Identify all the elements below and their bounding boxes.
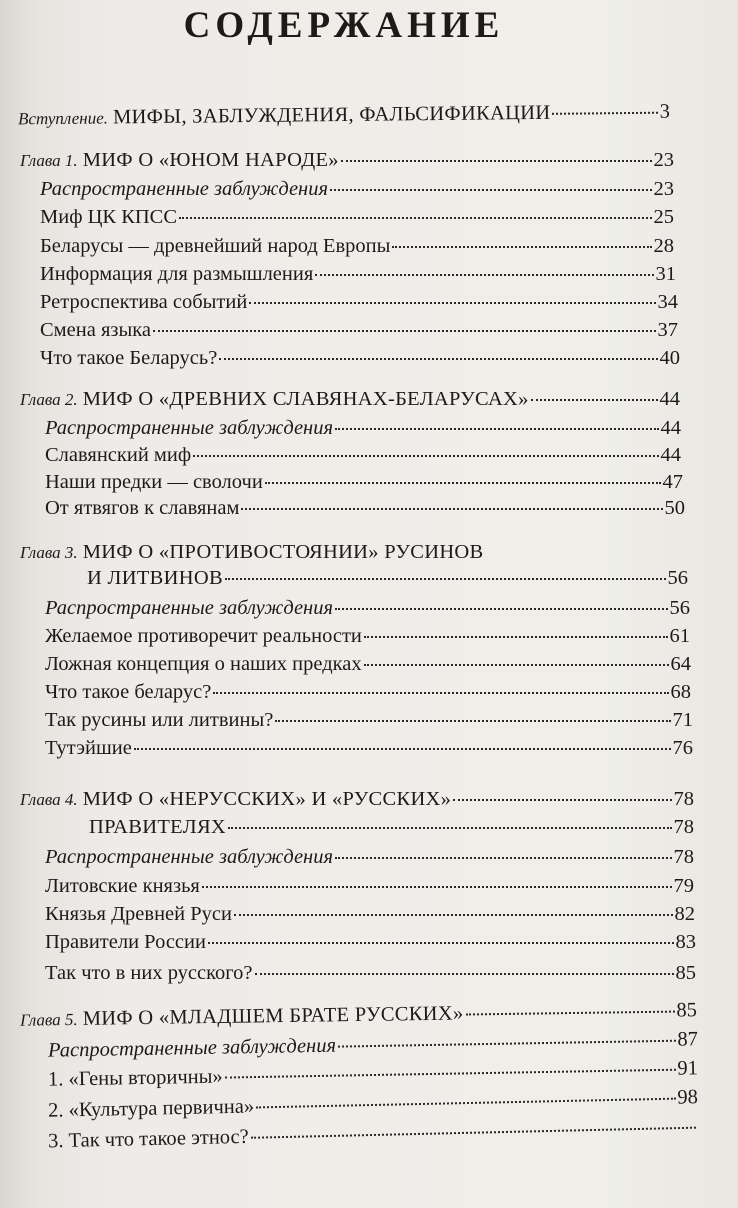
page-number: 56 (667, 567, 688, 589)
toc-entry-chapter-4-line1[interactable] (20, 787, 694, 812)
dot-leader (208, 942, 674, 944)
toc-label: Что такое беларус? (45, 681, 212, 703)
toc-label: Князья Древней Руси (45, 903, 232, 925)
toc-label: Распространенные заблуждения (45, 597, 334, 619)
dot-leader (341, 160, 652, 162)
toc-label (20, 148, 339, 173)
toc-entry[interactable] (45, 708, 693, 732)
toc-label (20, 787, 451, 812)
page-number: 83 (675, 931, 696, 953)
dot-leader (234, 914, 673, 916)
dot-leader (193, 455, 658, 457)
page-number: 25 (653, 206, 674, 228)
page-number: 61 (669, 625, 690, 647)
dot-leader (275, 720, 670, 722)
toc-entry-chapter-2[interactable] (20, 387, 680, 412)
dot-leader (465, 1011, 674, 1016)
dot-leader (251, 1127, 696, 1139)
toc-label (18, 101, 551, 132)
dot-leader (179, 217, 651, 219)
toc-entry[interactable] (45, 443, 681, 467)
entry-title: МИФ О «НЕРУССКИХ» И «РУССКИХ» (82, 788, 452, 810)
toc-label (20, 1002, 464, 1033)
toc-label: Что такое Беларусь? (40, 347, 218, 369)
entry-title: МИФ О «ДРЕВНИХ СЛАВЯНАХ-БЕЛАРУСАХ» (82, 388, 529, 410)
entry-title-continued: ПРАВИТЕЛЯХ (89, 816, 227, 838)
entry-prefix: Глава 2. (20, 390, 78, 409)
toc-label: Так русины или литвины? (45, 709, 274, 731)
page-number: 78 (673, 788, 694, 810)
page-number: 3 (659, 100, 671, 123)
dot-leader (364, 636, 668, 638)
toc-entry[interactable] (40, 234, 674, 258)
toc-label: Миф ЦК КПСС (40, 206, 178, 228)
entry-prefix: Вступление. (17, 108, 109, 129)
entry-prefix: Глава 5. (19, 1009, 78, 1030)
page-number: 44 (659, 388, 680, 410)
page-number: 37 (657, 319, 678, 341)
dot-leader (265, 482, 661, 484)
toc-entry[interactable] (45, 680, 691, 704)
dot-leader (330, 189, 651, 191)
toc-entry[interactable] (40, 262, 676, 286)
page-number: 64 (670, 653, 691, 675)
dot-leader (315, 274, 653, 276)
page-number: 79 (673, 875, 694, 897)
toc-entry[interactable] (40, 177, 674, 201)
toc-label: Наши предки — сволочи (45, 471, 263, 493)
page-number: 23 (653, 149, 674, 171)
entry-title: МИФ О «МЛАДШЕМ БРАТЕ РУССКИХ» (82, 1002, 464, 1030)
page-number: 87 (677, 1028, 699, 1051)
toc-entry[interactable] (45, 596, 690, 620)
dot-leader (153, 330, 656, 332)
toc-label: Информация для размышления (40, 263, 314, 285)
dot-leader (249, 302, 655, 304)
page-number: 50 (664, 497, 685, 519)
toc-entry[interactable] (40, 290, 678, 314)
toc-label: Желаемое противоречит реальности (45, 625, 362, 647)
toc-entry[interactable] (45, 930, 696, 954)
toc-entry[interactable] (40, 205, 674, 229)
dot-leader (453, 799, 671, 801)
toc-label: Распространенные заблуждения (45, 417, 334, 439)
dot-leader (241, 508, 662, 510)
page-number: 82 (674, 903, 695, 925)
page-number: 78 (673, 846, 694, 868)
toc-entry[interactable] (45, 736, 693, 760)
dot-leader (213, 692, 668, 694)
page-number: 31 (655, 263, 676, 285)
page-number: 56 (669, 597, 690, 619)
page-number: 47 (662, 471, 683, 493)
dot-leader (392, 246, 651, 248)
toc-label: Ретроспектива событий (40, 291, 248, 313)
toc-label (20, 387, 529, 412)
page-number: 34 (657, 291, 678, 313)
page-number: 71 (672, 709, 693, 731)
page-number: 23 (653, 178, 674, 200)
entry-title-continued: И ЛИТВИНОВ (87, 567, 223, 589)
page-number: 28 (653, 235, 674, 257)
toc-entry[interactable] (45, 470, 683, 494)
toc-entry[interactable] (45, 902, 695, 926)
page-title: СОДЕРЖАНИЕ (183, 5, 505, 46)
toc-label: 3. Так что такое этнос? (47, 1125, 250, 1153)
toc-label: Славянский миф (45, 444, 192, 466)
toc-entry[interactable] (45, 874, 694, 898)
page-number: 85 (676, 999, 698, 1022)
toc-entry[interactable] (45, 624, 690, 648)
entry-title: МИФЫ, ЗАБЛУЖДЕНИЯ, ФАЛЬСИФИКАЦИИ (112, 101, 551, 129)
toc-entry[interactable] (45, 961, 696, 985)
page-number: 76 (672, 737, 693, 759)
toc-entry[interactable] (40, 318, 678, 342)
toc-label: Беларусы — древнейший народ Европы (40, 235, 391, 257)
toc-label: 2. «Культура первична» (47, 1095, 255, 1122)
toc-entry-chapter-1[interactable] (20, 148, 674, 173)
toc-label: Ложная концепция о наших предках (45, 653, 362, 675)
dot-leader (256, 1098, 675, 1109)
dot-leader (335, 857, 671, 859)
toc-entry[interactable] (45, 496, 685, 520)
page-number: 68 (670, 681, 691, 703)
page-number: 91 (677, 1057, 699, 1080)
toc-label: 1. «Гены вторичны» (47, 1065, 223, 1091)
toc-label: Распространенные заблуждения (47, 1034, 337, 1062)
dot-leader (202, 886, 672, 888)
toc-label: Литовские князья (45, 875, 200, 897)
toc-entry[interactable] (40, 346, 680, 370)
toc-entry[interactable] (45, 416, 681, 440)
entry-prefix: Глава 1. (20, 151, 78, 170)
dot-leader (531, 399, 658, 401)
toc-entry-chapter-3-line1[interactable] (20, 540, 484, 565)
toc-label: Тутэйшие (45, 737, 132, 759)
toc-entry[interactable] (45, 845, 694, 869)
page-number: 40 (659, 347, 680, 369)
toc-label: Правители России (45, 931, 206, 953)
toc-entry[interactable] (45, 652, 691, 676)
dot-leader (255, 973, 674, 975)
toc-entry-intro[interactable] (18, 100, 670, 132)
dot-leader (134, 748, 671, 750)
dot-leader (338, 1040, 675, 1048)
entry-prefix: Глава 4. (20, 790, 78, 809)
dot-leader (228, 827, 671, 829)
toc-entry-chapter-4[interactable] (89, 815, 694, 839)
entry-title: МИФ О «ЮНОМ НАРОДЕ» (82, 149, 339, 171)
toc-entry-chapter-3[interactable] (87, 566, 688, 590)
toc-label: Распространенные заблуждения (45, 846, 334, 868)
dot-leader (219, 358, 657, 360)
toc-label: Так что в них русского? (45, 962, 253, 984)
toc-label: Смена языка (40, 319, 151, 341)
entry-prefix: Глава 3. (20, 543, 78, 562)
toc-label: Распространенные заблуждения (40, 178, 329, 200)
toc-entry-chapter-5[interactable] (20, 998, 697, 1032)
dot-leader (225, 1069, 676, 1079)
toc-label: От ятвягов к славянам (45, 497, 240, 519)
page-number: 98 (677, 1086, 699, 1109)
dot-leader (364, 664, 669, 666)
page-number: 78 (673, 816, 694, 838)
dot-leader (225, 578, 666, 580)
entry-title: МИФ О «ПРОТИВОСТОЯНИИ» РУСИНОВ (82, 541, 484, 563)
page-number: 85 (675, 962, 696, 984)
dot-leader (552, 112, 657, 115)
dot-leader (335, 608, 667, 610)
dot-leader (335, 428, 658, 430)
page-number: 44 (660, 417, 681, 439)
page-number: 44 (660, 444, 681, 466)
